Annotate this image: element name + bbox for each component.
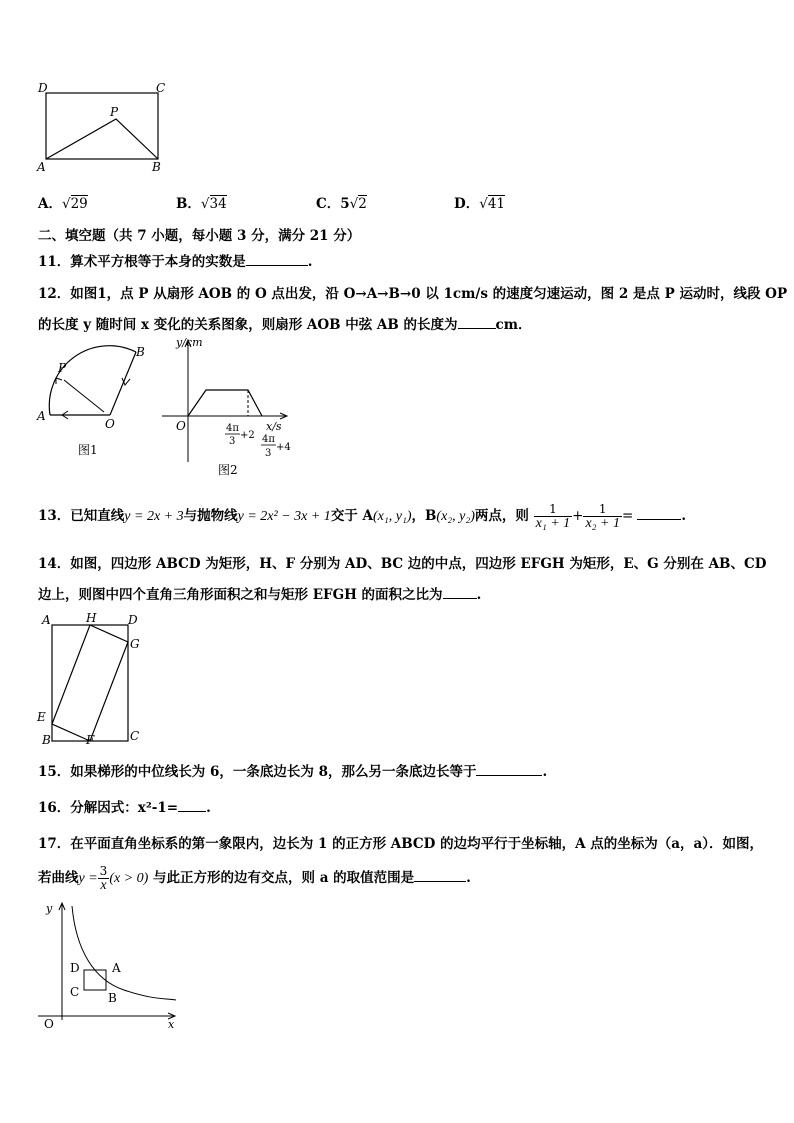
origin-label: O	[44, 1017, 54, 1031]
tick2-den: 3	[265, 448, 272, 459]
label-f: F	[86, 733, 95, 747]
question-12-line2: 的长度 y 随时间 x 变化的关系图象，则扇形 AOB 中弦 AB 的长度为 cm．	[38, 317, 532, 333]
tick1-den: 3	[229, 436, 236, 447]
caption-figure-1: 图1	[78, 443, 98, 457]
tick1-num: 4π	[226, 423, 239, 434]
option-b: B．√34	[176, 196, 227, 212]
label-b: B	[108, 991, 117, 1005]
x-axis-label: x	[168, 1018, 175, 1031]
label-b: B	[136, 345, 145, 359]
label-g: G	[130, 637, 140, 651]
option-c: C．5√2	[316, 196, 367, 212]
label-c: C	[70, 985, 80, 999]
graph-figure-2	[156, 334, 306, 484]
label-d: D	[38, 81, 48, 95]
question-15: 15．如果梯形的中位线长为 6，一条底边长为 8，那么另一条底边长等于 .	[38, 764, 548, 780]
label-o: O	[105, 417, 115, 431]
question-14-line2: 边上，则图中四个直角三角形面积之和与矩形 EFGH 的面积之比为 .	[38, 587, 482, 603]
question-13: 13．已知直线y = 2x + 3与抛物线y = 2x² − 3x + 1交于 A(x₁, y₁)，B(x₂, y₂)两点，则 $\frac{1}{\text{x₁ + 1}}$ + $\frac{1}{\text{x₂ + 1}}$ = .	[38, 502, 687, 531]
label-c: C	[156, 81, 166, 95]
rectangle-figure-q10	[34, 78, 174, 178]
question-14-line1: 14．如图，四边形 ABCD 为矩形，H、F 分别为 AD、BC 边的中点，四边形 EFGH 为矩形，E、G 分别在 AB、CD	[38, 556, 767, 572]
origin-label: O	[176, 419, 186, 433]
label-c: C	[130, 729, 140, 743]
curve-figure-q17	[34, 900, 184, 1032]
question-12-line1: 12．如图1，点 P 从扇形 AOB 的 O 点出发，沿 O→A→B→0 以 1cm/s 的速度匀速运动，图 2 是点 P 运动时，线段 OP	[38, 286, 788, 302]
label-a: A	[42, 613, 51, 627]
option-a: A．√29	[38, 196, 88, 212]
label-p: P	[110, 105, 119, 119]
y-axis-label: y	[46, 902, 53, 915]
question-17-line2: 若曲线y = $\frac{3}{x}$ (x > 0) 与此正方形的边有交点，则 a 的取值范围是 .	[38, 864, 471, 893]
rectangle-figure-q14	[34, 610, 154, 750]
label-a: A	[112, 961, 121, 975]
option-d: D．√41	[454, 196, 506, 212]
label-b: B	[42, 733, 51, 747]
label-p: P	[58, 361, 67, 375]
label-d: D	[70, 961, 80, 975]
label-h: H	[86, 611, 97, 625]
label-d: D	[128, 613, 138, 627]
x-axis-label: x/s	[266, 420, 282, 433]
caption-figure-2: 图2	[218, 463, 238, 477]
question-17-line1: 17．在平面直角坐标系的第一象限内，边长为 1 的正方形 ABCD 的边均平行于坐标轴，A 点的坐标为（a，a）．如图，	[38, 836, 763, 852]
question-11: 11．算术平方根等于本身的实数是 .	[38, 254, 313, 270]
label-b: B	[152, 160, 161, 174]
label-a: A	[37, 160, 46, 174]
tick1-add: +2	[240, 430, 255, 441]
y-axis-label: y/cm	[176, 336, 203, 349]
tick2-add: +4	[276, 442, 291, 453]
tick2-num: 4π	[262, 434, 275, 445]
question-16: 16．分解因式：x²-1= .	[38, 800, 211, 816]
sector-figure-1	[34, 340, 164, 460]
label-a: A	[37, 409, 46, 423]
label-e: E	[37, 710, 46, 724]
section-heading: 二、填空题（共 7 小题，每小题 3 分，满分 21 分）	[38, 228, 361, 244]
